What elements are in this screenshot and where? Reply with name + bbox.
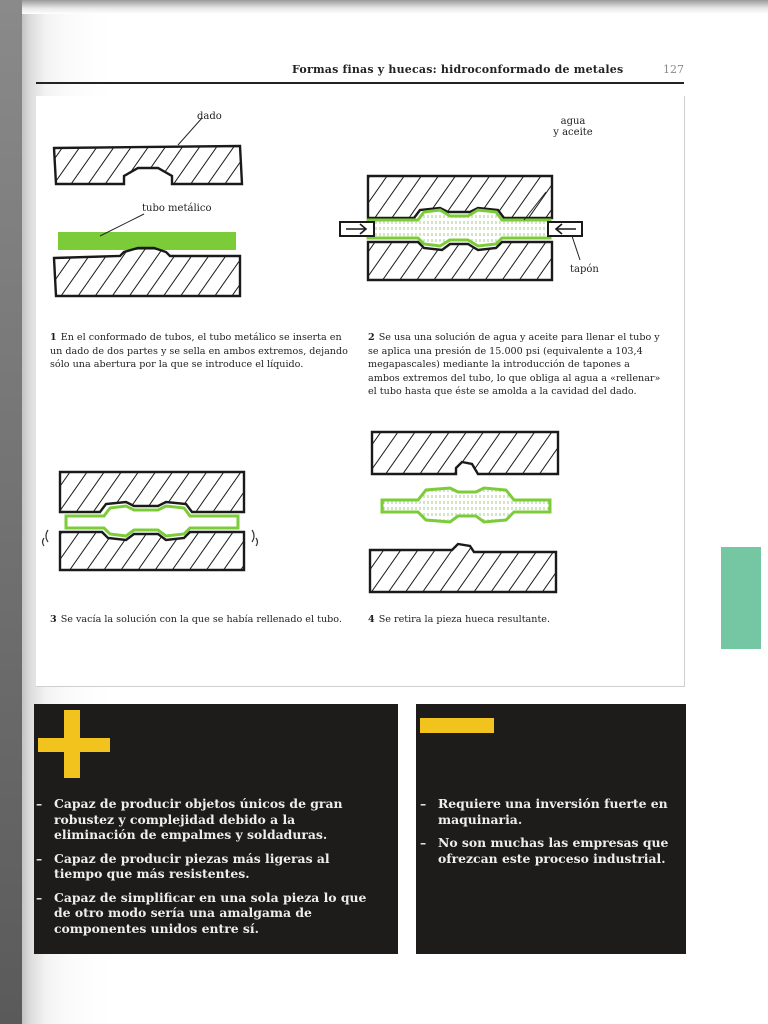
label-agua: agua y aceite <box>553 116 593 138</box>
pros-panel <box>34 704 398 954</box>
cons-panel <box>416 704 686 954</box>
upper-die <box>54 146 242 184</box>
step1-illustration <box>50 140 250 300</box>
step2-illustration <box>338 172 588 287</box>
lower-die <box>54 248 240 296</box>
caption-step-3: 3 Se vacía la solución con la que se había rellenado el tubo. <box>50 614 342 625</box>
caption-step-4: 4 Se retira la pieza hueca resultante. <box>368 614 551 625</box>
page-binding-shadow <box>0 0 22 1024</box>
caption-step-2: 2 Se usa una solución de agua y aceite para llenar el tubo y se aplica una presión de 15.000 psi (equivalente a 103,4 megapascales) mediante la introducción de tapones a ambos extremos del tubo, lo que obliga al agua a «rellenar» el tubo hasta que éste se amolda a la cavidad del dado. <box>368 332 661 397</box>
label-tapon: tapón <box>570 264 599 275</box>
hollow-part <box>382 488 550 522</box>
running-header-title: Formas finas y huecas: hidroconformado de metales <box>292 63 624 76</box>
cons-item: – No son muchas las empresas que ofrezcan este proceso industrial. <box>420 835 669 866</box>
lower-die-open <box>370 544 556 592</box>
pros-item: – Capaz de simplificar en una sola pieza lo que de otro modo sería una amalgama de componentes unidos entre sí. <box>36 889 367 936</box>
step4-illustration <box>366 428 566 596</box>
step3-illustration <box>38 468 264 576</box>
cons-list <box>420 796 670 874</box>
page-number: 127 <box>663 63 684 76</box>
page-top-shadow <box>0 0 768 14</box>
cons-item: – Requiere una inversión fuerte en maquinaria. <box>420 796 668 827</box>
upper-die-open <box>372 432 558 474</box>
minus-icon <box>420 718 494 734</box>
plus-icon <box>38 710 110 780</box>
lower-die-drain <box>60 532 244 570</box>
pros-item: – Capaz de producir piezas más ligeras al tiempo que más resistentes. <box>36 850 330 881</box>
label-tubo-metalico: tubo metálico <box>142 203 212 214</box>
label-dado: dado <box>197 111 222 122</box>
upper-die-filled <box>368 176 552 218</box>
tapon-leader-line <box>572 236 580 260</box>
section-tab-marker <box>721 547 761 649</box>
upper-die-drain <box>60 472 244 512</box>
header-rule <box>36 82 684 84</box>
pros-list <box>36 796 380 944</box>
caption-step-1: 1 En el conformado de tubos, el tubo metálico se inserta en un dado de dos partes y se sella en ambos extremos, dejando sólo una abertura por la que se introduce el líquido. <box>50 332 348 370</box>
lower-die-filled <box>368 242 552 280</box>
pros-item: – Capaz de producir objetos únicos de gran robustez y complejidad debido a la eliminación de empalmes y soldaduras. <box>36 796 343 842</box>
